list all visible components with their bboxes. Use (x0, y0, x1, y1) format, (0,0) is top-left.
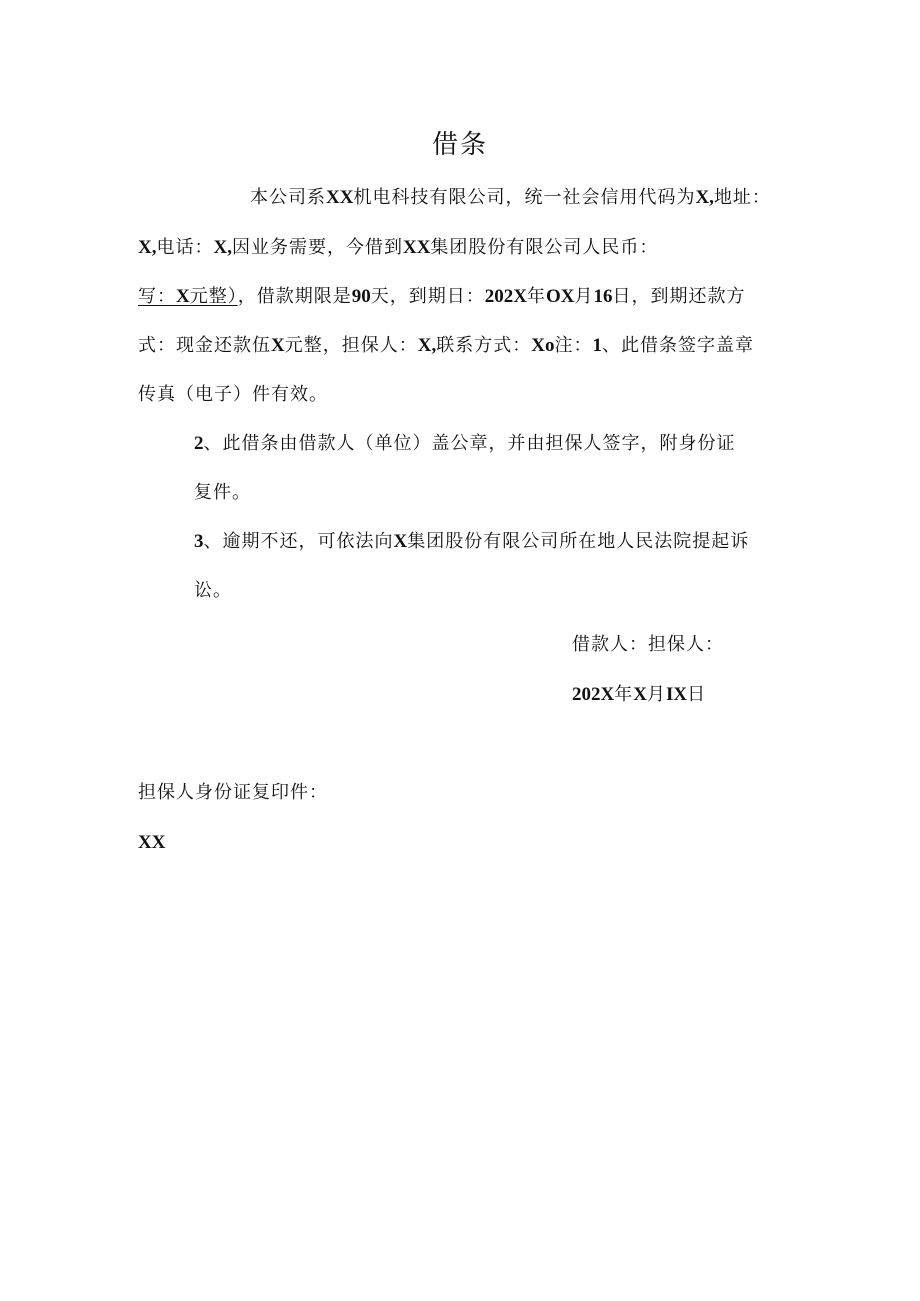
text-segment: 写： (138, 286, 176, 307)
text-segment: 月 (574, 286, 594, 307)
lender-placeholder: XX (402, 237, 431, 258)
note-number-2: 2 (194, 433, 204, 454)
paragraph-1-line-2 (138, 235, 658, 261)
text-segment: 集团股份有限公司人民币： (430, 237, 659, 258)
text-segment: 日，到期还款方 (612, 286, 746, 307)
text-segment: 集团股份有限公司所在地人民法院提起诉 (407, 531, 750, 552)
sign-day: IX (665, 684, 688, 705)
address-placeholder: X, (138, 237, 157, 258)
text-segment: 电话： (156, 237, 214, 258)
sign-month: X (633, 684, 647, 705)
note-number-3: 3 (194, 531, 204, 552)
note-2-line-1 (194, 431, 736, 457)
repay-amount-placeholder: X (271, 335, 285, 356)
text-segment: 机电科技有限公司，统一社会信用代码为 (353, 187, 696, 208)
contact-placeholder: Xo (531, 335, 555, 356)
phone-placeholder: X, (213, 237, 232, 258)
paragraph-1-line-3 (138, 284, 745, 310)
due-month: OX (545, 286, 575, 307)
text-segment: 、此借条由借款人（单位）盖公章，并由担保人签字，附身份证 (203, 433, 736, 454)
text-segment: 月 (646, 684, 666, 705)
text-segment: 地址： (713, 187, 771, 208)
due-day: 16 (593, 286, 613, 307)
text-segment: 元整） (189, 286, 238, 307)
amount-placeholder: X (176, 286, 190, 307)
text-segment: ，借款期限是 (237, 286, 352, 307)
text-segment: 本公司系 (250, 187, 326, 208)
signature-parties: 借款人：担保人： (572, 634, 724, 655)
id-copy-label: 担保人身份证复印件： (138, 782, 328, 803)
group-placeholder: X (393, 531, 408, 552)
loan-days: 90 (351, 286, 371, 307)
paragraph-1-line-5: 传真（电子）件有效。 (138, 384, 328, 405)
text-segment: 注： (554, 335, 593, 356)
due-year: 202X (484, 286, 527, 307)
text-segment: 因业务需要，今借到 (231, 237, 403, 258)
company-placeholder: XX (326, 187, 354, 208)
text-segment: 、此借条签字盖章 (601, 335, 754, 356)
document-title: 借条 (431, 130, 488, 160)
text-segment: 年 (614, 684, 634, 705)
signature-date (572, 682, 706, 708)
note-2-line-2: 复件。 (194, 482, 251, 503)
text-segment: 天，到期日： (370, 286, 485, 307)
guarantor-placeholder: X, (417, 335, 437, 356)
text-segment: 联系方式： (436, 335, 532, 356)
credit-code-placeholder: X, (695, 187, 714, 208)
text-segment: 元整，担保人： (284, 335, 418, 356)
text-segment: 、逾期不还，可依法向 (203, 531, 394, 552)
note-3-line-1 (194, 529, 749, 555)
sign-year: 202X (572, 684, 615, 705)
note-number-1: 1 (592, 335, 602, 356)
note-3-line-2: 讼。 (194, 580, 232, 601)
paragraph-1-line-1 (250, 185, 771, 211)
id-copy-value: XX (138, 832, 166, 853)
text-segment: 年 (526, 286, 546, 307)
amount-in-words-underlined (138, 286, 238, 307)
text-segment: 式：现金还款伍 (138, 335, 271, 356)
text-segment: 日 (687, 684, 707, 705)
paragraph-1-line-4 (138, 333, 754, 359)
